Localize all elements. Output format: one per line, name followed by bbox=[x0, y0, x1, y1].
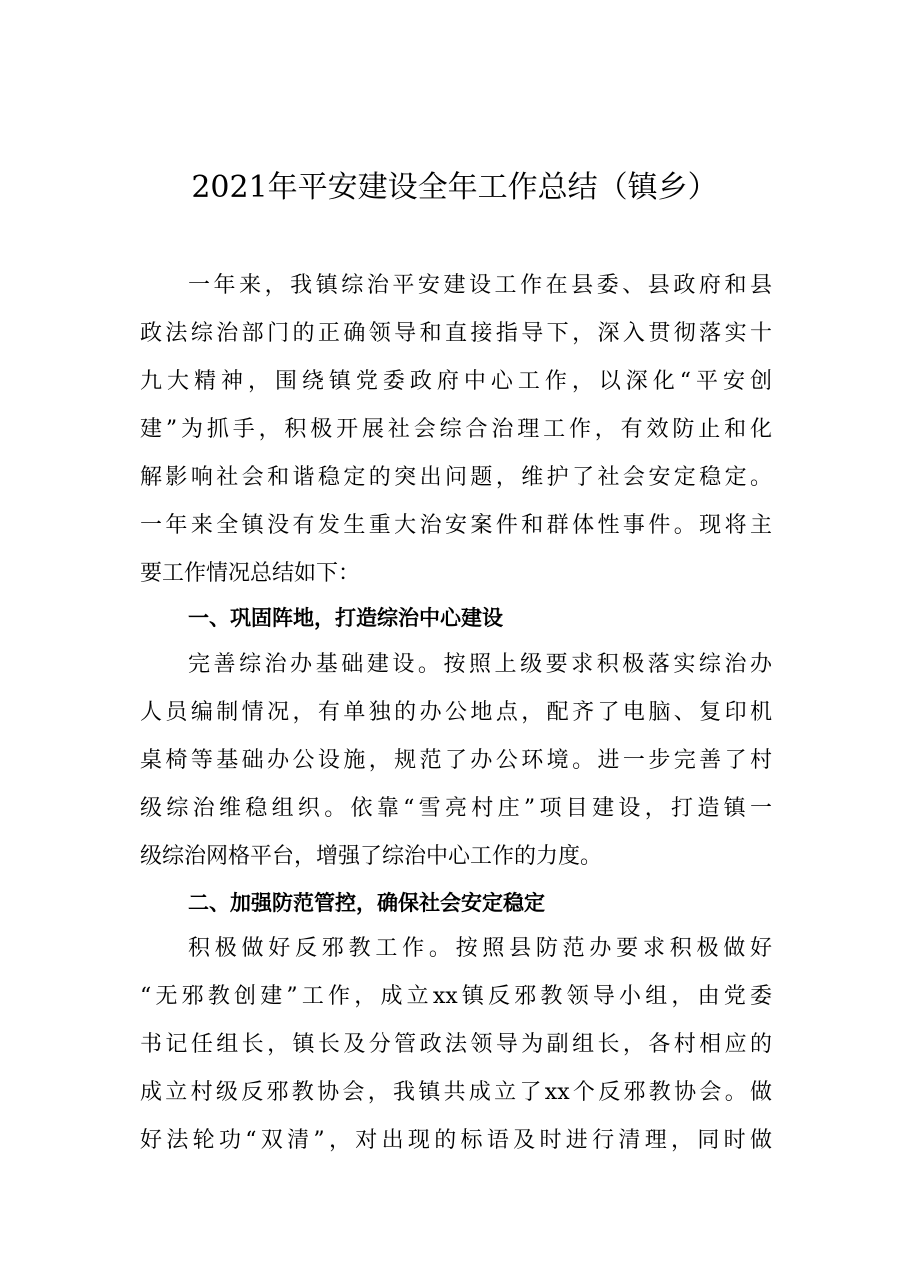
section-1-heading: 一、巩固阵地，打造综治中心建设 bbox=[188, 606, 503, 630]
section-2-heading: 二、加强防范管控，确保社会安定稳定 bbox=[188, 891, 545, 915]
intro-line-6: 一年来全镇没有发生重大治安案件和群体性事件。现将主 bbox=[140, 513, 772, 538]
section-1-line-3: 桌椅等基础办公设施，规范了办公环境。进一步完善了村 bbox=[140, 748, 772, 773]
intro-line-2: 政法综治部门的正确领导和直接指导下，深入贯彻落实十 bbox=[140, 321, 772, 346]
section-1-line-2: 人员编制情况，有单独的办公地点，配齐了电脑、复印机 bbox=[140, 700, 772, 725]
intro-line-1: 一年来，我镇综治平安建设工作在县委、县政府和县 bbox=[188, 273, 772, 298]
intro-line-3: 九大精神，围绕镇党委政府中心工作，以深化“平安创 bbox=[140, 369, 772, 394]
section-2-line-2: “无邪教创建”工作，成立xx镇反邪教领导小组，由党委 bbox=[140, 984, 772, 1009]
section-2-line-3: 书记任组长，镇长及分管政法领导为副组长，各村相应的 bbox=[140, 1032, 772, 1057]
section-2-line-1: 积极做好反邪教工作。按照县防范办要求积极做好 bbox=[188, 936, 772, 961]
section-2-line-5: 好法轮功“双清”，对出现的标语及时进行清理，同时做 bbox=[140, 1128, 772, 1153]
section-1-line-4: 级综治维稳组织。依靠“雪亮村庄”项目建设，打造镇一 bbox=[140, 796, 772, 821]
intro-line-4: 建”为抓手，积极开展社会综合治理工作，有效防止和化 bbox=[140, 417, 772, 442]
document-title: 2021年平安建设全年工作总结（镇乡） bbox=[191, 170, 718, 205]
intro-line-5: 解影响社会和谐稳定的突出问题，维护了社会安定稳定。 bbox=[140, 465, 772, 490]
section-2-line-4: 成立村级反邪教协会，我镇共成立了xx个反邪教协会。做 bbox=[140, 1080, 772, 1105]
section-1-line-1: 完善综治办基础建设。按照上级要求积极落实综治办 bbox=[188, 652, 772, 677]
section-1-line-5: 级综治网格平台，增强了综治中心工作的力度。 bbox=[140, 844, 603, 869]
intro-line-7: 要工作情况总结如下： bbox=[140, 561, 361, 586]
